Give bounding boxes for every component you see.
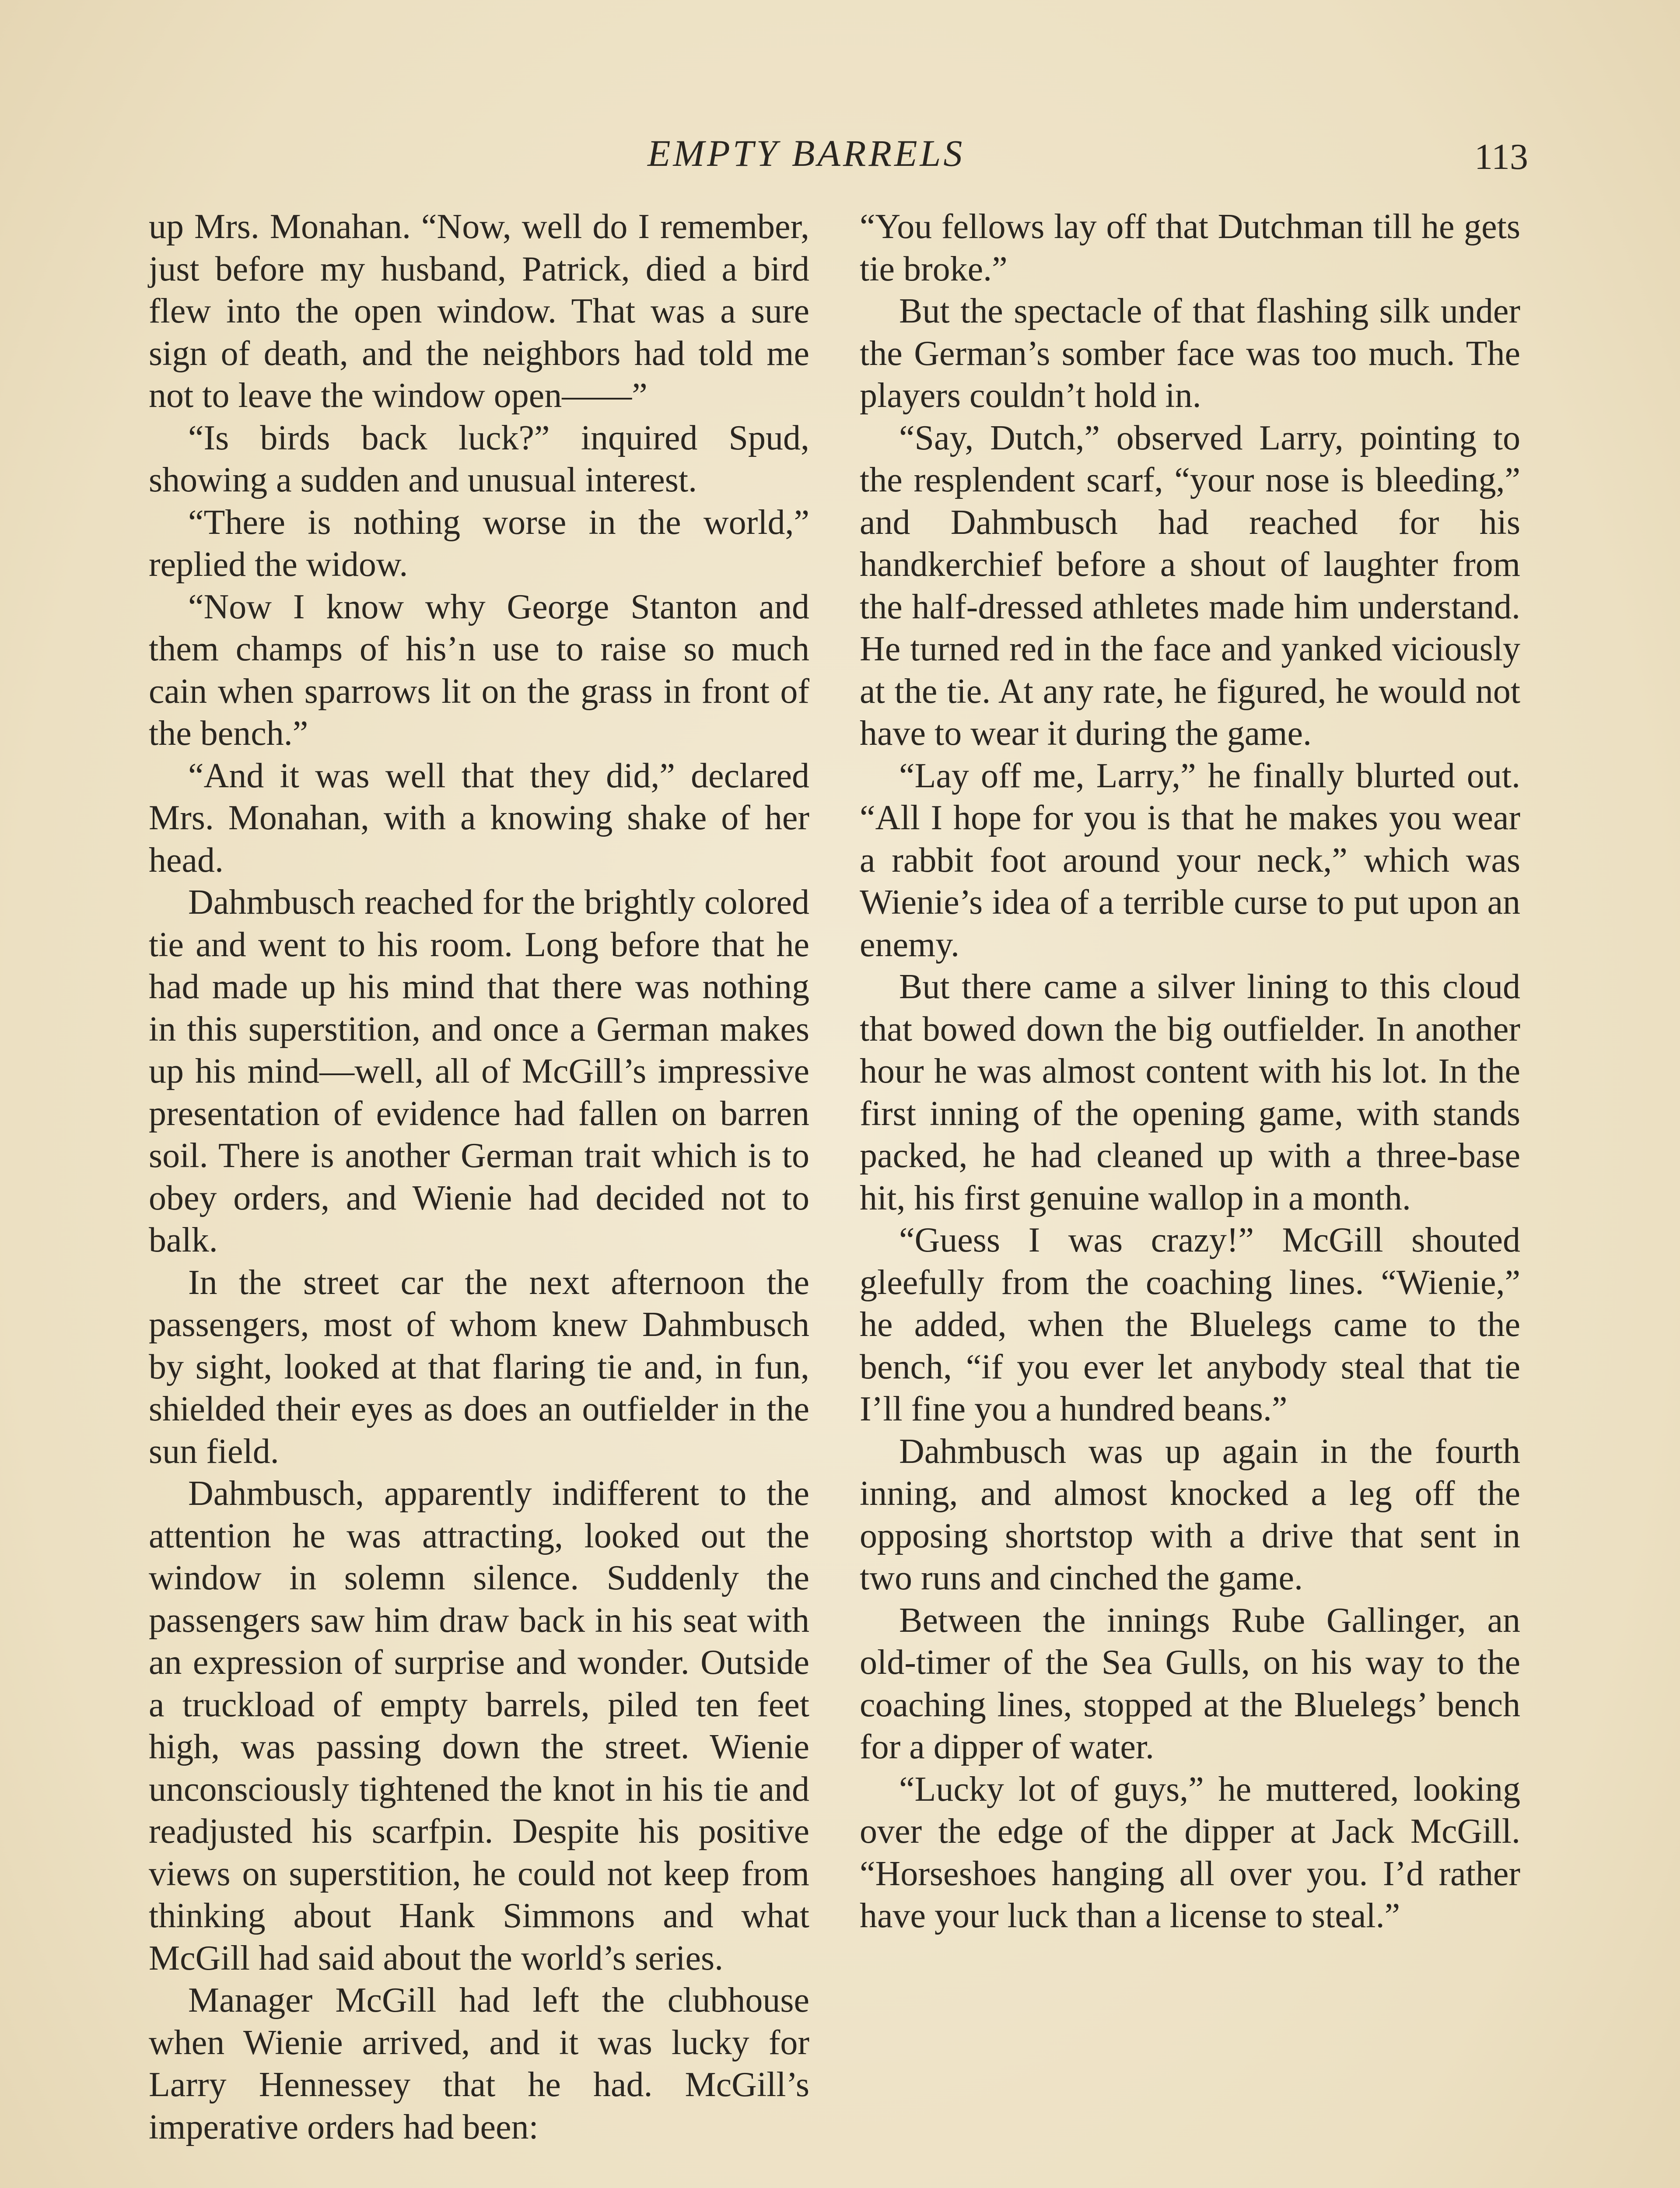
paragraph: “You fellows lay off that Dutchman till he gets tie broke.” (860, 207, 1520, 288)
paragraph: “Say, Dutch,” observed Larry, pointing to the resplendent scarf, “your nose is bleeding,” and Dahmbusch had reached for his handkerchief before a shout of laughter from the half-dressed athletes made him understand. He turned red in the face and yanked viciously at the tie. At any rate, he figured, he would not have to wear it during the game. (860, 418, 1520, 753)
paragraph: “There is nothing worse in the world,” replied the widow. (149, 503, 809, 584)
paragraph: But the spectacle of that flashing silk under the German’s somber face was too much. The players couldn’t hold in. (860, 292, 1520, 415)
paragraph: Dahmbusch was up again in the fourth inning, and almost knocked a leg off the opposing shortstop with a drive that sent in two runs and cinched the game. (860, 1432, 1520, 1597)
paragraph: Dahmbusch reached for the brightly colored tie and went to his room. Long before that he had made up his mind that there was nothing in this superstition, and once a German makes up his mind—well, all of McGill’s impressive presentation of evidence had fallen on barren soil. There is another German trait which is to obey orders, and Wienie had decided not to balk. (149, 883, 809, 1259)
paragraph: Manager McGill had left the clubhouse when Wienie arrived, and it was lucky for Larry Hennessey that he had. McGill’s imperative orders had been: (149, 1981, 809, 2146)
running-head: EMPTY BARRELS (648, 132, 965, 174)
paragraph: “Guess I was crazy!” McGill shouted gleefully from the coaching lines. “Wienie,” he added, when the Bluelegs came to the bench, “if you ever let anybody steal that tie I’ll fine you a hundred beans.” (860, 1221, 1520, 1428)
paragraph: But there came a silver lining to this cloud that bowed down the big outfielder. In another hour he was almost content with his lot. In the first inning of the opening game, with stands packed, he had cleaned up with a three-base hit, his first genuine wallop in a month. (860, 968, 1520, 1217)
paragraph: In the street car the next afternoon the passengers, most of whom knew Dahmbusch by sight, looked at that flaring tie and, in fun, shielded their eyes as does an outfielder in the sun field. (149, 1263, 809, 1471)
paragraph: up Mrs. Monahan. “Now, well do I remember, just before my husband, Patrick, died a bird flew into the open window. That was a sure sign of death, and the neighbors had told me not to leave the window open——” (149, 207, 809, 415)
page-number: 113 (1474, 137, 1528, 177)
left-column (149, 206, 809, 2148)
paragraph: “And it was well that they did,” declared Mrs. Monahan, with a knowing shake of her head. (149, 756, 809, 880)
paragraph: Between the innings Rube Gallinger, an old-timer of the Sea Gulls, on his way to the coaching lines, stopped at the Bluelegs’ bench for a dipper of water. (860, 1601, 1520, 1766)
right-column (860, 206, 1520, 1937)
paragraph: “Lay off me, Larry,” he finally blurted out. “All I hope for you is that he makes you wear a rabbit foot around your neck,” which was Wienie’s idea of a terrible curse to put upon an enemy. (860, 756, 1520, 964)
paragraph: “Lucky lot of guys,” he muttered, looking over the edge of the dipper at Jack McGill. “Horseshoes hanging all over you. I’d rather have your luck than a license to steal.” (860, 1770, 1520, 1935)
paragraph: “Is birds back luck?” inquired Spud, showing a sudden and unusual interest. (149, 418, 809, 499)
paragraph: Dahmbusch, apparently indifferent to the attention he was attracting, looked out the window in solemn silence. Suddenly the passengers saw him draw back in his seat with an expression of surprise and wonder. Outside a truckload of empty barrels, piled ten feet high, was passing down the street. Wienie unconsciously tightened the knot in his tie and readjusted his scarfpin. Despite his positive views on superstition, he could not keep from thinking about Hank Simmons and what McGill had said about the world’s series. (149, 1474, 809, 1978)
paragraph: “Now I know why George Stanton and them champs of his’n use to raise so much cain when sparrows lit on the grass in front of the bench.” (149, 587, 809, 753)
